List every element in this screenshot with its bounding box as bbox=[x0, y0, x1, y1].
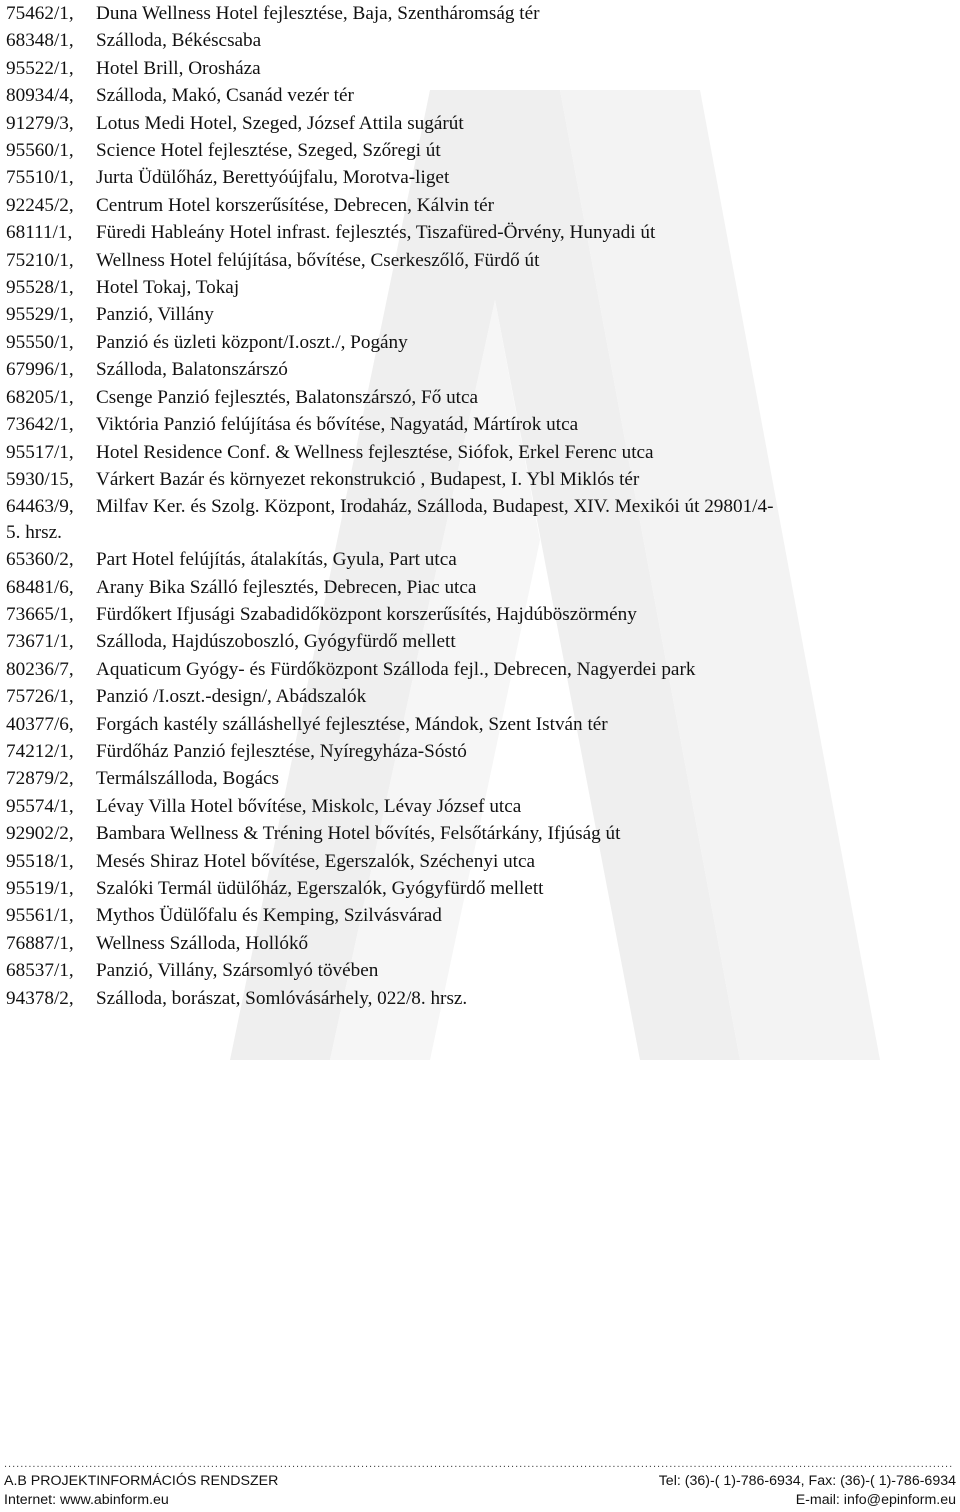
entry-code: 92902/2, bbox=[6, 823, 74, 845]
entry-desc: Várkert Bazár és környezet rekonstrukció , Budapest, I. Ybl Miklós tér bbox=[96, 468, 640, 490]
list-item bbox=[6, 439, 956, 466]
list-item bbox=[6, 0, 956, 27]
entry-code: 95560/1, bbox=[6, 140, 74, 162]
entry-desc: Panzió és üzleti központ/I.oszt./, Pogány bbox=[96, 331, 408, 353]
entry-code: 68205/1, bbox=[6, 386, 74, 408]
entry-code: 68348/1, bbox=[6, 30, 74, 52]
entry-desc: Wellness Hotel felújítása, bővítése, Cserkeszőlő, Fürdő út bbox=[96, 249, 540, 271]
entry-desc: Szálloda, Békéscsaba bbox=[96, 30, 262, 52]
entry-desc: Csenge Panzió fejlesztés, Balatonszárszó, Fő utca bbox=[96, 386, 479, 408]
list-item bbox=[6, 793, 956, 820]
entry-desc: Panzió, Villány bbox=[96, 304, 214, 326]
list-item bbox=[6, 930, 956, 957]
list-item bbox=[6, 628, 956, 655]
entry-code: 73665/1, bbox=[6, 603, 74, 625]
list-item bbox=[6, 55, 956, 82]
entry-desc: Szálloda, Balatonszárszó bbox=[96, 359, 288, 381]
entry-code: 95518/1, bbox=[6, 850, 74, 872]
entry-desc: Mythos Üdülőfalu és Kemping, Szilvásvárad bbox=[96, 905, 442, 927]
entry-code: 68537/1, bbox=[6, 960, 74, 982]
list-item bbox=[6, 137, 956, 164]
entry-desc: Viktória Panzió felújítása és bővítése, Nagyatád, Mártírok utca bbox=[96, 414, 579, 436]
entry-desc: Panzió /I.oszt.-design/, Abádszalók bbox=[96, 686, 367, 708]
list-item bbox=[6, 27, 956, 54]
list-item bbox=[6, 301, 956, 328]
list-item bbox=[6, 384, 956, 411]
list-item bbox=[6, 985, 956, 1012]
footer-company: A.B PROJEKTINFORMÁCIÓS RENDSZER bbox=[4, 1473, 279, 1489]
entry-desc: Milfav Ker. és Szolg. Központ, Irodaház, Szálloda, Budapest, XIV. Mexikói út 29801/4- bbox=[96, 496, 774, 518]
entry-code: 72879/2, bbox=[6, 768, 74, 790]
project-list bbox=[6, 0, 956, 1012]
entry-desc: Wellness Szálloda, Hollókő bbox=[96, 932, 309, 954]
list-item bbox=[6, 601, 956, 628]
entry-desc: Forgách kastély szálláshellyé fejlesztése, Mándok, Szent István tér bbox=[96, 713, 608, 735]
entry-desc: Lévay Villa Hotel bővítése, Miskolc, Lévay József utca bbox=[96, 795, 522, 817]
list-item bbox=[6, 875, 956, 902]
list-item bbox=[6, 711, 956, 738]
entry-code: 95561/1, bbox=[6, 905, 74, 927]
entry-desc: Lotus Medi Hotel, Szeged, József Attila sugárút bbox=[96, 112, 464, 134]
entry-code: 68111/1, bbox=[6, 222, 73, 244]
entry-desc: Science Hotel fejlesztése, Szeged, Szőregi út bbox=[96, 140, 441, 162]
list-item bbox=[6, 82, 956, 109]
list-item bbox=[6, 192, 956, 219]
list-item bbox=[6, 274, 956, 301]
entry-code: 74212/1, bbox=[6, 740, 74, 762]
footer-email-link[interactable]: E-mail: info@epinform.eu bbox=[795, 1492, 956, 1508]
list-item bbox=[6, 820, 956, 847]
list-item bbox=[6, 656, 956, 683]
entry-continuation: 5. hrsz. bbox=[6, 521, 62, 543]
list-item bbox=[6, 110, 956, 137]
footer-divider: .......................................................................................................................................................................................................................................... bbox=[4, 1458, 954, 1470]
footer-internet-link[interactable]: Internet: www.abinform.eu bbox=[4, 1492, 169, 1508]
list-item bbox=[6, 902, 956, 929]
entry-desc: Aquaticum Gyógy- és Fürdőközpont Szálloda fejl., Debrecen, Nagyerdei park bbox=[96, 658, 696, 680]
entry-code: 75726/1, bbox=[6, 686, 74, 708]
list-item bbox=[6, 466, 956, 493]
entry-desc: Füredi Hableány Hotel infrast. fejlesztés, Tiszafüred-Örvény, Hunyadi út bbox=[96, 222, 656, 244]
entry-code: 64463/9, bbox=[6, 496, 74, 518]
entry-code: 95522/1, bbox=[6, 57, 74, 79]
entry-desc: Szálloda, borászat, Somlóvásárhely, 022/8. hrsz. bbox=[96, 987, 468, 1009]
entry-code: 40377/6, bbox=[6, 713, 74, 735]
footer-phone-fax: Tel: (36)-( 1)-786-6934, Fax: (36)-( 1)-786-6934 bbox=[658, 1473, 956, 1489]
entry-code: 75462/1, bbox=[6, 3, 74, 24]
entry-desc: Termálszálloda, Bogács bbox=[96, 768, 280, 790]
entry-code: 73642/1, bbox=[6, 414, 74, 436]
list-item bbox=[6, 683, 956, 710]
entry-desc: Szálloda, Hajdúszoboszló, Gyógyfürdő mellett bbox=[96, 631, 456, 653]
entry-code: 92245/2, bbox=[6, 194, 74, 216]
list-item bbox=[6, 219, 956, 246]
list-item bbox=[6, 574, 956, 601]
entry-desc: Szálloda, Makó, Csanád vezér tér bbox=[96, 85, 354, 107]
entry-desc: Part Hotel felújítás, átalakítás, Gyula, Part utca bbox=[96, 549, 457, 571]
entry-desc: Jurta Üdülőház, Berettyóújfalu, Morotva-liget bbox=[96, 167, 450, 189]
list-item bbox=[6, 493, 956, 520]
entry-desc: Mesés Shiraz Hotel bővítése, Egerszalók, Széchenyi utca bbox=[96, 850, 536, 872]
entry-desc: Szalóki Termál üdülőház, Egerszalók, Gyógyfürdő mellett bbox=[96, 878, 544, 899]
entry-desc: Fürdőkert Ifjusági Szabadidőközpont korszerűsítés, Hajdúböszörmény bbox=[96, 603, 637, 625]
entry-desc: Hotel Brill, Orosháza bbox=[96, 57, 261, 79]
entry-code: 91279/3, bbox=[6, 112, 74, 134]
entry-code: 94378/2, bbox=[6, 987, 74, 1009]
entry-desc: Arany Bika Szálló fejlesztés, Debrecen, Piac utca bbox=[96, 576, 477, 598]
entry-code: 68481/6, bbox=[6, 576, 74, 598]
entry-code: 95529/1, bbox=[6, 304, 74, 326]
entry-code: 95528/1, bbox=[6, 277, 74, 299]
list-item bbox=[6, 957, 956, 984]
entry-code: 5930/15, bbox=[6, 468, 74, 490]
entry-desc: Duna Wellness Hotel fejlesztése, Baja, Szentháromság tér bbox=[96, 3, 540, 24]
list-item bbox=[6, 164, 956, 191]
list-item bbox=[6, 546, 956, 573]
entry-code: 67996/1, bbox=[6, 359, 74, 381]
entry-code: 73671/1, bbox=[6, 631, 74, 653]
entry-code: 75210/1, bbox=[6, 249, 74, 271]
entry-code: 80934/4, bbox=[6, 85, 74, 107]
entry-desc: Panzió, Villány, Szársomlyó tövében bbox=[96, 960, 379, 982]
entry-code: 95550/1, bbox=[6, 331, 74, 353]
entry-code: 75510/1, bbox=[6, 167, 74, 189]
list-item bbox=[6, 356, 956, 383]
list-item bbox=[6, 738, 956, 765]
list-item bbox=[6, 329, 956, 356]
entry-desc: Fürdőház Panzió fejlesztése, Nyíregyháza-Sóstó bbox=[96, 740, 467, 762]
entry-desc: Hotel Tokaj, Tokaj bbox=[96, 277, 240, 299]
entry-code: 95517/1, bbox=[6, 441, 74, 463]
entry-desc: Centrum Hotel korszerűsítése, Debrecen, Kálvin tér bbox=[96, 194, 495, 216]
entry-code: 80236/7, bbox=[6, 658, 74, 680]
entry-desc: Hotel Residence Conf. & Wellness fejlesztése, Siófok, Erkel Ferenc utca bbox=[96, 441, 654, 463]
entry-code: 65360/2, bbox=[6, 549, 74, 571]
entry-code: 95574/1, bbox=[6, 795, 74, 817]
list-item bbox=[6, 247, 956, 274]
list-item bbox=[6, 765, 956, 792]
entry-code: 76887/1, bbox=[6, 932, 74, 954]
entry-code: 95519/1, bbox=[6, 878, 74, 899]
entry-desc: Bambara Wellness & Tréning Hotel bővítés, Felsőtárkány, Ifjúság út bbox=[96, 823, 621, 845]
list-item bbox=[6, 411, 956, 438]
list-item bbox=[6, 848, 956, 875]
